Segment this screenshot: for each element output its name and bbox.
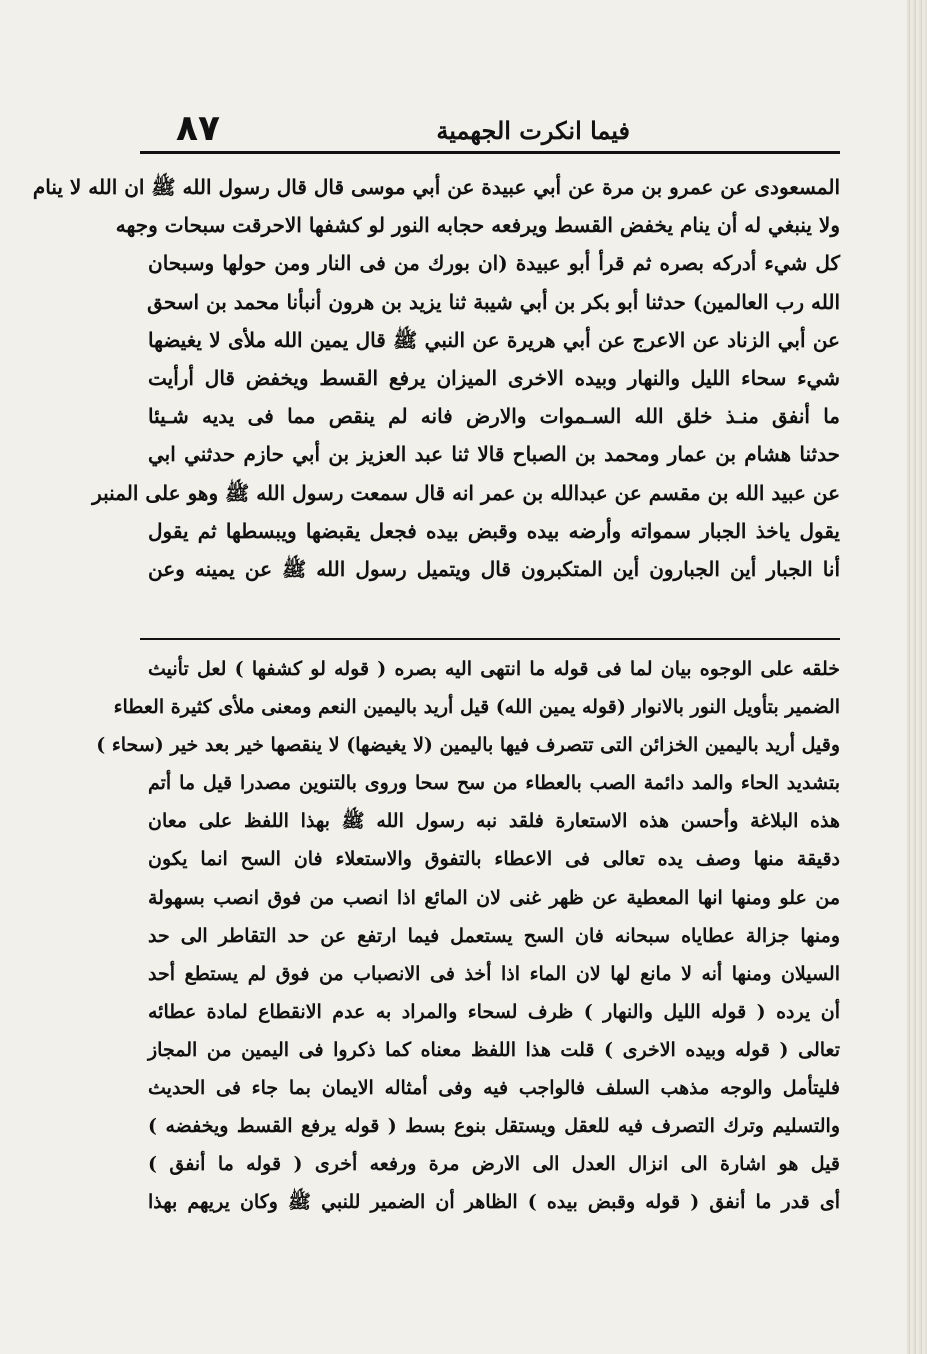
commentary-line: والتسليم وترك التصرف فيه للعقل ويستقل بنوع بسط ( قوله يرفع القسط ويخفضه ) — [148, 1115, 840, 1138]
main-line: كل شيء أدركه بصره ثم قرأ أبو عبيدة (ان بورك من فى النار ومن حولها وسبحان — [148, 251, 841, 276]
main-text — [32, 168, 841, 588]
main-line: يقول ياخذ الجبار سمواته وأرضه بيده وقبض بيده فجعل يقبضها ويبسطها ثم يقول — [148, 518, 840, 543]
commentary-line: قيل هو اشارة الى انزال العدل الى الارض مرة ورفعه أخرى ( قوله ما أنفق ) — [148, 1153, 840, 1176]
commentary-line: الضمير بتأويل النور بالانوار (قوله يمين الله) قيل أريد باليمين النعم ومعنى ملأى كثيرة العطاء — [113, 696, 840, 719]
commentary-line: بتشديد الحاء والمد دائمة الصب بالعطاء من سح سحا وروى بالتنوين مصدرا قيل ما أتم — [148, 772, 840, 795]
header-rule — [140, 151, 840, 154]
main-line: حدثنا هشام بن عمار ومحمد بن الصباح قالا ثنا عبد العزيز بن أبي حازم حدثني ابي — [148, 442, 840, 467]
main-line: الله رب العالمين) حدثنا أبو بكر بن أبي شيبة ثنا يزيد بن هرون أنبأنا محمد بن اسحق — [147, 289, 840, 314]
commentary-line: وقيل أريد باليمين الخزائن التى تتصرف فيها باليمين (لا يغيضها) لا ينقصها خير بعد خير (سحاء ) — [96, 734, 840, 757]
main-line: ولا ينبغي له أن ينام يخفض القسط ويرفعه حجابه النور لو كشفها الاحرقت سبحات وجهه — [115, 213, 840, 238]
main-line: أنا الجبار أين الجبارون أين المتكبرون قال ويتميل رسول الله ﷺ عن يمينه وعن — [148, 556, 840, 581]
commentary-line: ومنها جزالة عطاياه سبحانه فان السح يستعمل فيما ارتفع عن حد التقاطر الى حد — [148, 924, 840, 947]
main-line: عن عبيد الله بن مقسم عن عبدالله بن عمر انه قال سمعت رسول الله ﷺ وهو على المنبر — [92, 480, 840, 505]
commentary-line: أى قدر ما أنفق ( قوله وقبض بيده ) الظاهر أن الضمير للنبي ﷺ وكان يريهم بهذا — [148, 1191, 840, 1214]
main-line: شيء سحاء الليل والنهار وبيده الاخرى الميزان يرفع القسط ويخفض قال أرأيت — [148, 365, 841, 390]
commentary-line: فليتأمل والوجه مذهب السلف فالواجب فيه وفى أمثاله الايمان بما جاء فى الحديث — [148, 1077, 840, 1100]
commentary-line: تعالى ( قوله وبيده الاخرى ) قلت هذا اللفظ معناه كما ذكروا فى اليمين من المجاز — [148, 1038, 840, 1061]
commentary-line: السيلان ومنها أنه لا مانع لها لان الماء اذا أخذ فى الانصباب من فوق لم يستطع أحد — [148, 962, 840, 985]
main-line: ما أنفق منـذ خلق الله السـموات والارض فانه لم ينقص مما فى يديه شـيئا — [148, 404, 840, 429]
section-divider — [140, 638, 840, 640]
commentary-text — [96, 650, 840, 1221]
commentary-line: هذه البلاغة وأحسن هذه الاستعارة فلقد نبه رسول الله ﷺ بهذا اللفظ على معان — [148, 810, 840, 833]
commentary-line: أن يرده ( قوله الليل والنهار ) ظرف لسحاء والمراد به عدم الانقطاع لمادة عطائه — [148, 1000, 840, 1023]
commentary-line: خلقه على الوجوه بيان لما فى قوله ما انتهى اليه بصره ( قوله لو كشفها ) لعل تأنيث — [148, 658, 840, 680]
main-line: عن أبي الزناد عن الاعرج عن أبي هريرة عن النبي ﷺ قال يمين الله ملأى لا يغيضها — [148, 327, 840, 352]
page-header — [140, 108, 840, 150]
main-line: المسعودی عن عمرو بن مرة عن أبي عبيدة عن أبي موسى قال قال رسول الله ﷺ ان الله لا ينام — [32, 175, 840, 199]
page-number: ٨٧ — [176, 108, 220, 149]
commentary-line: من علو ومنها انها المعطية عن ظهر غنى لان المائع اذا انصب من فوق انصب بسهولة — [148, 886, 840, 909]
running-title: فيما انكرت الجهمية — [436, 116, 630, 145]
commentary-line: دقيقة منها وصف يده تعالى فى الاعطاء بالتفوق والاستعلاء فان السح انما يكون — [148, 848, 840, 871]
page-edge — [907, 0, 927, 1354]
